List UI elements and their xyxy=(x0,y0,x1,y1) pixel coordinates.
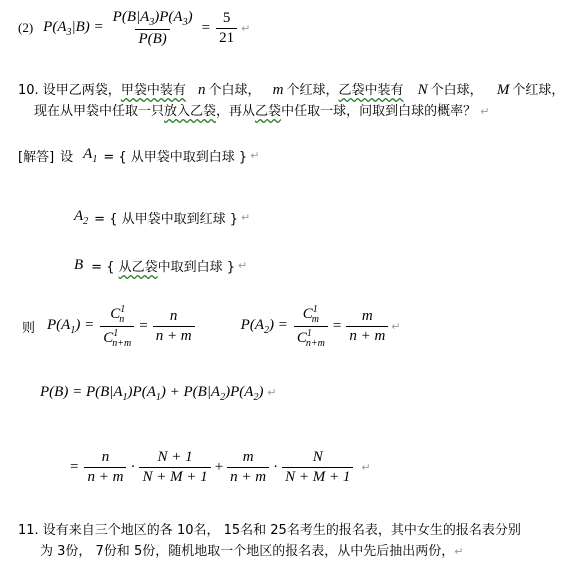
result-fraction: $\frac{5}{21}$ xyxy=(216,10,237,47)
problem-11-line-2: 为 3份， 7份和 5份，随机地取一个地区的报名表，从中先后抽出两份，↵ xyxy=(40,544,464,559)
problem-10-line-2: 现在从甲袋中任取一只放入乙袋，再从乙袋中任取一球，问取到白球的概率？ ↵ xyxy=(34,104,490,119)
fraction-1: $\frac{n}{n + m}$ xyxy=(153,308,195,345)
solution-a2: $A_2$ = { 从甲袋中取到红球 } ↵ xyxy=(74,208,251,227)
problem-10-line-1: 10. 设甲乙两袋，甲袋中装有 n 个白球， m 个红球，乙袋中装有 N 个白球， M 个红球， xyxy=(18,82,565,98)
equation-label: (2) xyxy=(18,20,34,35)
solution-a1: [解答] 设 $A_1$ = { 从甲袋中取到白球 } ↵ xyxy=(18,146,260,165)
fraction-2: $\frac{m}{n + m}$ xyxy=(346,308,388,345)
solution-b: B = { 从乙袋中取到白球 } ↵ xyxy=(74,257,248,275)
equation-2: (2) $P(A_3|B)$ = $\frac{P(B|A_3)P(A_3)}{P(B)}$ = $\frac{5}{21}$ ↵ xyxy=(18,8,251,47)
paragraph-mark: ↵ xyxy=(480,105,490,118)
probabilities-line: 则 $P(A_1)$ = $\frac{C^1_n}{C^1_{n+m}}$ = $\frac{n}{n + m}$ $P(A_2)$ = $\frac{C^1_m}{C^1_{n+m}}$ = $\frac{m}{n + m}$ ↵ xyxy=(22,303,401,349)
problem-11-line-1: 11. 设有来自三个地区的各 10名， 15名和 25名考生的报名表，其中女生的报名表分别 xyxy=(18,523,521,538)
fraction: $\frac{P(B|A_3)P(A_3)}{P(B)}$ xyxy=(112,8,193,47)
combination-fraction-1: $\frac{C^1_n}{C^1_{n+m}}$ xyxy=(100,304,134,349)
total-probability: $P(B) = P(B|A_1)P(A_1) + P(B|A_2)P(A_2)$ ↵ xyxy=(40,384,277,403)
solution-tag: [解答] xyxy=(18,150,55,165)
paragraph-mark: ↵ xyxy=(241,21,251,35)
combination-fraction-2: $\frac{C^1_m}{C^1_{n+m}}$ xyxy=(294,304,328,349)
final-expression: = $\frac{n}{n + m}$ · $\frac{N + 1}{N + M + 1}$ + $\frac{m}{n + m}$ · $\frac{N}{N + M + 1}$ ↵ xyxy=(70,448,371,485)
